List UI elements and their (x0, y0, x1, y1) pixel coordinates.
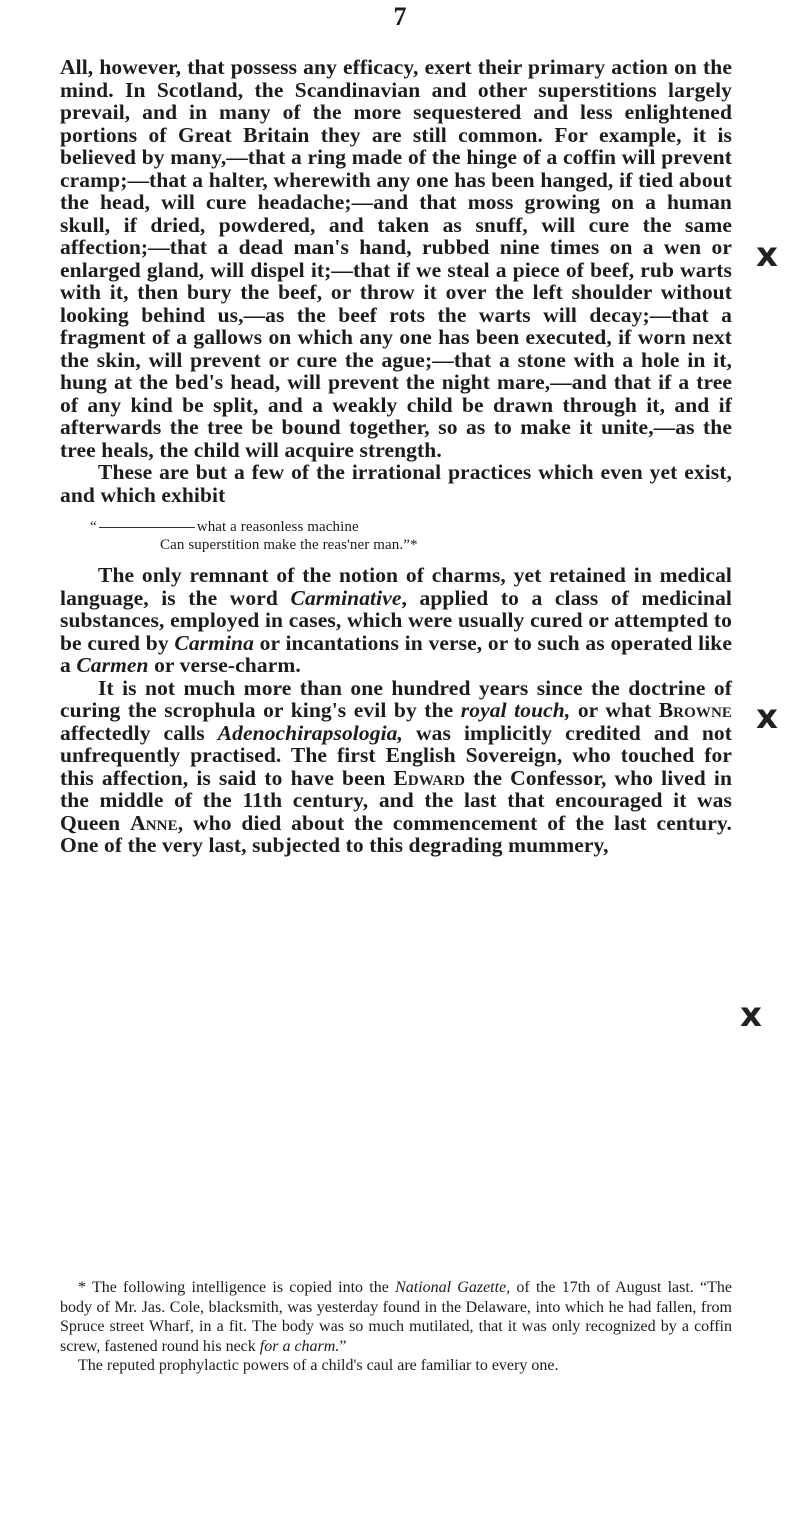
name-edward: Edward (393, 765, 466, 790)
verse-dash (99, 527, 195, 528)
term-carminative: Carminative (290, 585, 402, 610)
margin-cross-mark-3: x (740, 995, 762, 1035)
term-carmina: Carmina (174, 630, 254, 655)
verse-open-quote: “ (90, 519, 97, 535)
footnote-paragraph-2: The reputed prophylactic powers of a child's caul are familiar to every one. (78, 1357, 559, 1374)
paragraph-3: The only remnant of the notion of charms, yet retained in medical language, is the word Carminative, applied to a class of medicinal substances, employed in cases, which were usually cured or attempted to be cured by Carmina or incantations in verse, or to such as operated like a Carmen or verse-charm. (60, 563, 733, 677)
name-browne: Browne (658, 698, 733, 722)
paragraph-2: These are but a few of the irrational practices which even yet exist, and which exhibit (60, 460, 732, 507)
page-number: 7 (393, 2, 407, 31)
term-for-a-charm: for a charm. (259, 1337, 340, 1355)
term-national-gazette: National Gazette, (395, 1279, 511, 1296)
verse-line-1: what a reasonless machine (196, 519, 359, 535)
paragraph-1: All, however, that possess any efficacy, exert their primary action on the mind. In Scotland, the Scandinavian and other superstitions largely prevail, and in many of the more sequestered and less enlightened portions of Great Britain they are still common. For example, it is believed by many,—that a ring made of the hinge of a coffin will prevent cramp;—that a halter, wherewith any one has been hanged, if tied about the head, will cure headache;—and that moss growing on a human skull, if dried, powdered, and taken as snuff, will cure the same affection;—that a dead man's hand, rubbed nine times on a wen or enlarged gland, will dispel it;—that if we steal a piece of beef, rub warts with it, then bury the beef, or throw it over the left shoulder without looking behind us,—as the beef rots the warts will decay;—that a fragment of a gallows on which any one has been executed, if worn next the skin, will prevent or cure the ague;—that a stone with a hole in it, hung at the bed's head, will prevent the night mare,—and that if a tree of any kind be split, and a weakly child be drawn through it, and if afterwards the tree be bound together, so as to make it unite,—as the tree heals, the child will acquire strength. (60, 55, 732, 462)
term-adenochirapsologia: Adenochirapsologia, (217, 720, 403, 745)
paragraph-4: It is not much more than one hundred years since the doctrine of curing the scrophula or king's evil by the royal touch, or what Browne affectedly calls Adenochirapsologia, was implicitly credited and not unfrequently practised. The first English Sovereign, who touched for this affection, is said to have been Edward the Confessor, who lived in the middle of the 11th century, and the last that encouraged it was Queen Anne, who died about the commencement of the last century. One of the very last, subjected to this degrading mummery, (60, 675, 733, 857)
footnote-paragraph-1: * The following intelligence is copied into the National Gazette, of the 17th of August last. “The body of Mr. Jas. Cole, blacksmith, was yesterday found in the Delaware, into which he had fallen, from Spruce street Wharf, in a fit. The body was so much mutilated, that it was only recognized by a coffin screw, fastened round his neck for a charm.” (60, 1279, 733, 1355)
name-anne: Anne, (130, 810, 184, 835)
verse-quotation (60, 518, 732, 554)
verse-line-2: Can superstition make the reas'ner man.”* (160, 537, 418, 553)
term-royal-touch: royal touch, (460, 698, 571, 722)
margin-cross-mark-2: x (756, 697, 778, 737)
term-carmen: Carmen (76, 653, 149, 677)
main-text (60, 56, 732, 857)
footnote (60, 1278, 732, 1376)
margin-cross-mark-1: x (756, 235, 778, 275)
